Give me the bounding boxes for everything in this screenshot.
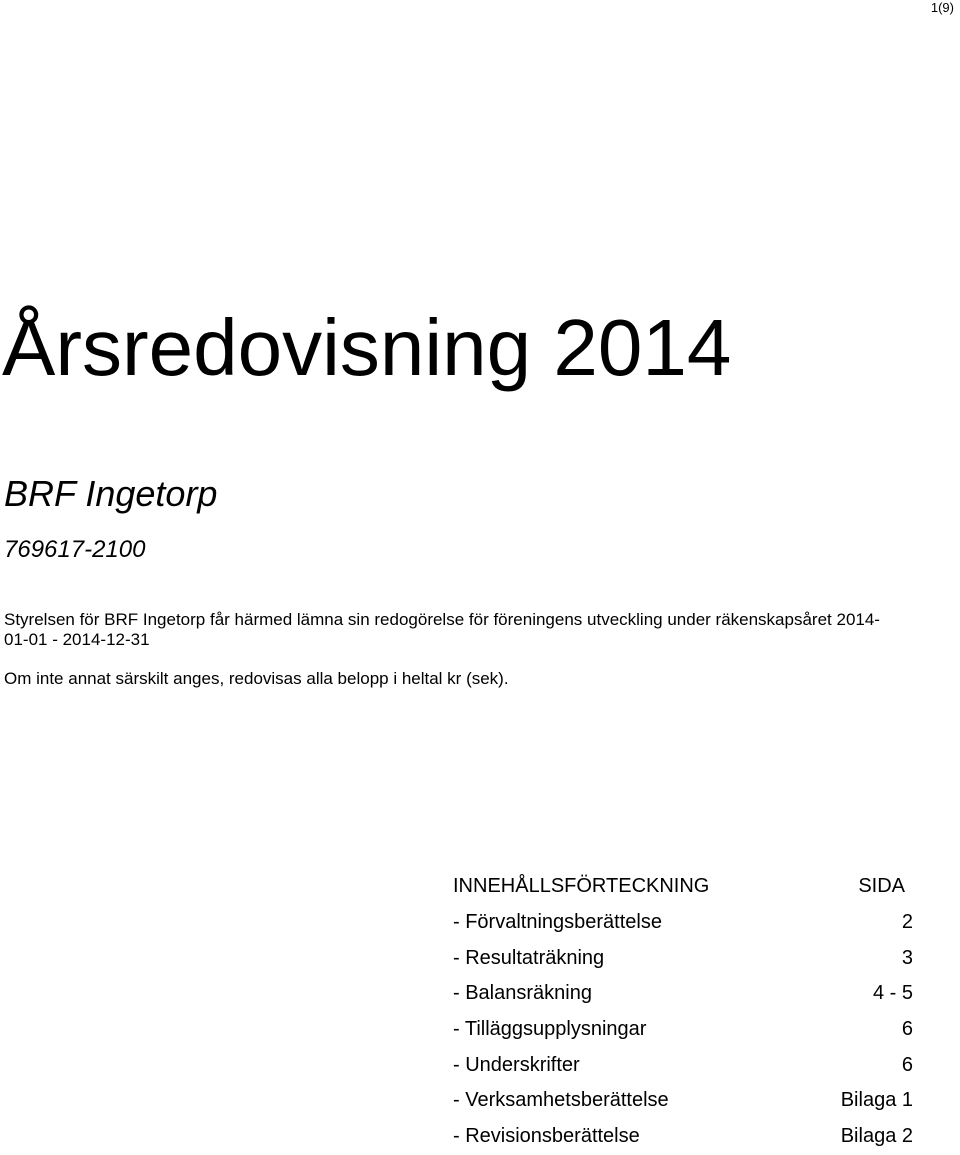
toc-entry	[453, 940, 913, 976]
toc-entry	[453, 1012, 913, 1048]
toc-entry-label: - Förvaltningsberättelse	[453, 911, 662, 934]
toc-entry-page: Bilaga 1	[840, 1089, 913, 1112]
amount-note: Om inte annat särskilt anges, redovisas alla belopp i heltal kr (sek).	[4, 669, 509, 688]
toc-entry	[453, 976, 913, 1012]
toc-entry	[453, 1119, 913, 1155]
toc-entry-page: 3	[901, 946, 913, 969]
toc-entry-page: 6	[901, 1018, 913, 1041]
toc-entry	[453, 1083, 913, 1119]
toc-entry-label: - Tilläggsupplysningar	[453, 1018, 647, 1041]
page-number: 1(9)	[930, 0, 954, 15]
organization-name: BRF Ingetorp	[4, 473, 218, 514]
toc-entry-label: - Resultaträkning	[453, 946, 605, 969]
toc-page-heading: SIDA	[858, 875, 905, 898]
toc-heading: INNEHÅLLSFÖRTECKNING	[453, 875, 710, 898]
toc-entry-page: 2	[901, 911, 913, 934]
toc-entry-label: - Verksamhetsberättelse	[453, 1089, 669, 1112]
toc-entry-page: 6	[901, 1053, 913, 1076]
organization-number: 769617-2100	[4, 536, 146, 563]
toc-entry-label: - Revisionsberättelse	[453, 1125, 640, 1148]
toc-entry	[453, 1047, 913, 1083]
toc-entry-page: 4 - 5	[872, 982, 913, 1005]
toc-header-row	[453, 869, 913, 905]
document-title: Årsredovisning 2014	[2, 303, 732, 392]
toc-entry-page: Bilaga 2	[840, 1125, 913, 1148]
intro-text: Styrelsen för BRF Ingetorp får härmed lämna sin redogörelse för föreningens utveckling under räkenskapsåret 2014-01-01 - 2014-12-31	[4, 610, 880, 649]
toc-entry-label: - Underskrifter	[453, 1053, 580, 1076]
toc-entry	[453, 905, 913, 941]
toc-entry-label: - Balansräkning	[453, 982, 592, 1005]
table-of-contents	[453, 869, 913, 1155]
